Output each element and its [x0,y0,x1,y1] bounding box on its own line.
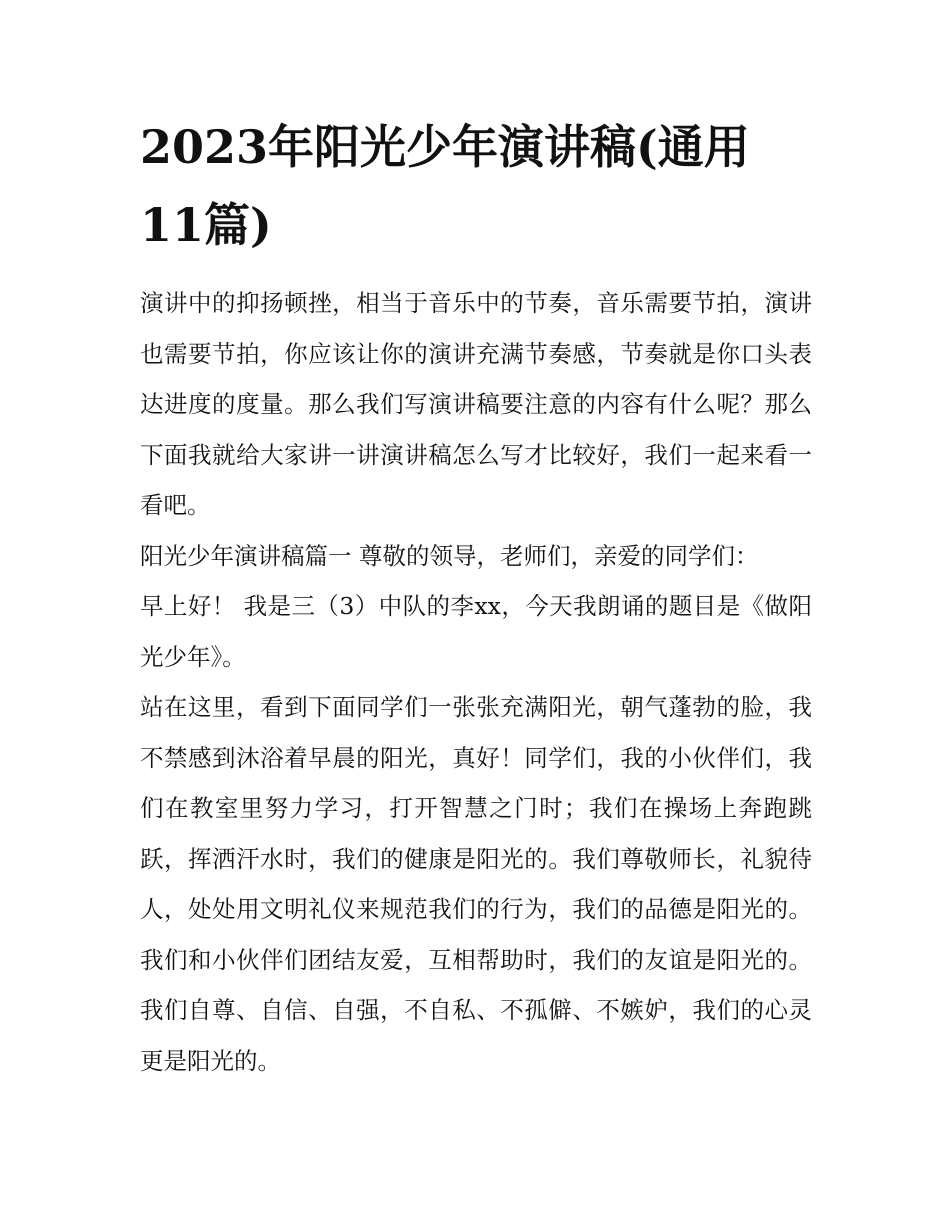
paragraph-greeting: 阳光少年演讲稿篇一 尊敬的领导，老师们，亲爱的同学们： [140,541,759,570]
paragraph-body: 站在这里，看到下面同学们一张张充满阳光，朝气蓬勃的脸，我不禁感到沐浴着早晨的阳光，真好！同学们，我的小伙伴们，我们在教室里努力学习，打开智慧之门时；我们在操场上奔跑跳跃，挥洒汗水时，我们的健康是阳光的。我们尊敬师长，礼貌待人，处处用文明礼仪来规范我们的行为，我们的品德是阳光的。我们和小伙伴们团结友爱，互相帮助时，我们的友谊是阳光的。我们自尊、自信、自强，不自私、不孤僻、不嫉妒，我们的心灵更是阳光的。 [140,693,812,1075]
document-title: 2023年阳光少年演讲稿(通用11篇) [140,120,750,252]
paragraph-intro: 演讲中的抑扬顿挫，相当于音乐中的节奏，音乐需要节拍，演讲也需要节拍，你应该让你的演讲充满节奏感，节奏就是你口头表达进度的度量。那么我们写演讲稿要注意的内容有什么呢？那么下面我就给大家讲一讲演讲稿怎么写才比较好，我们一起来看一看吧。 [140,289,812,519]
paragraph-self-intro: 早上好！ 我是三（3）中队的李xx，今天我朗诵的题目是《做阳光少年》。 [140,592,812,671]
document-body [140,108,812,1086]
